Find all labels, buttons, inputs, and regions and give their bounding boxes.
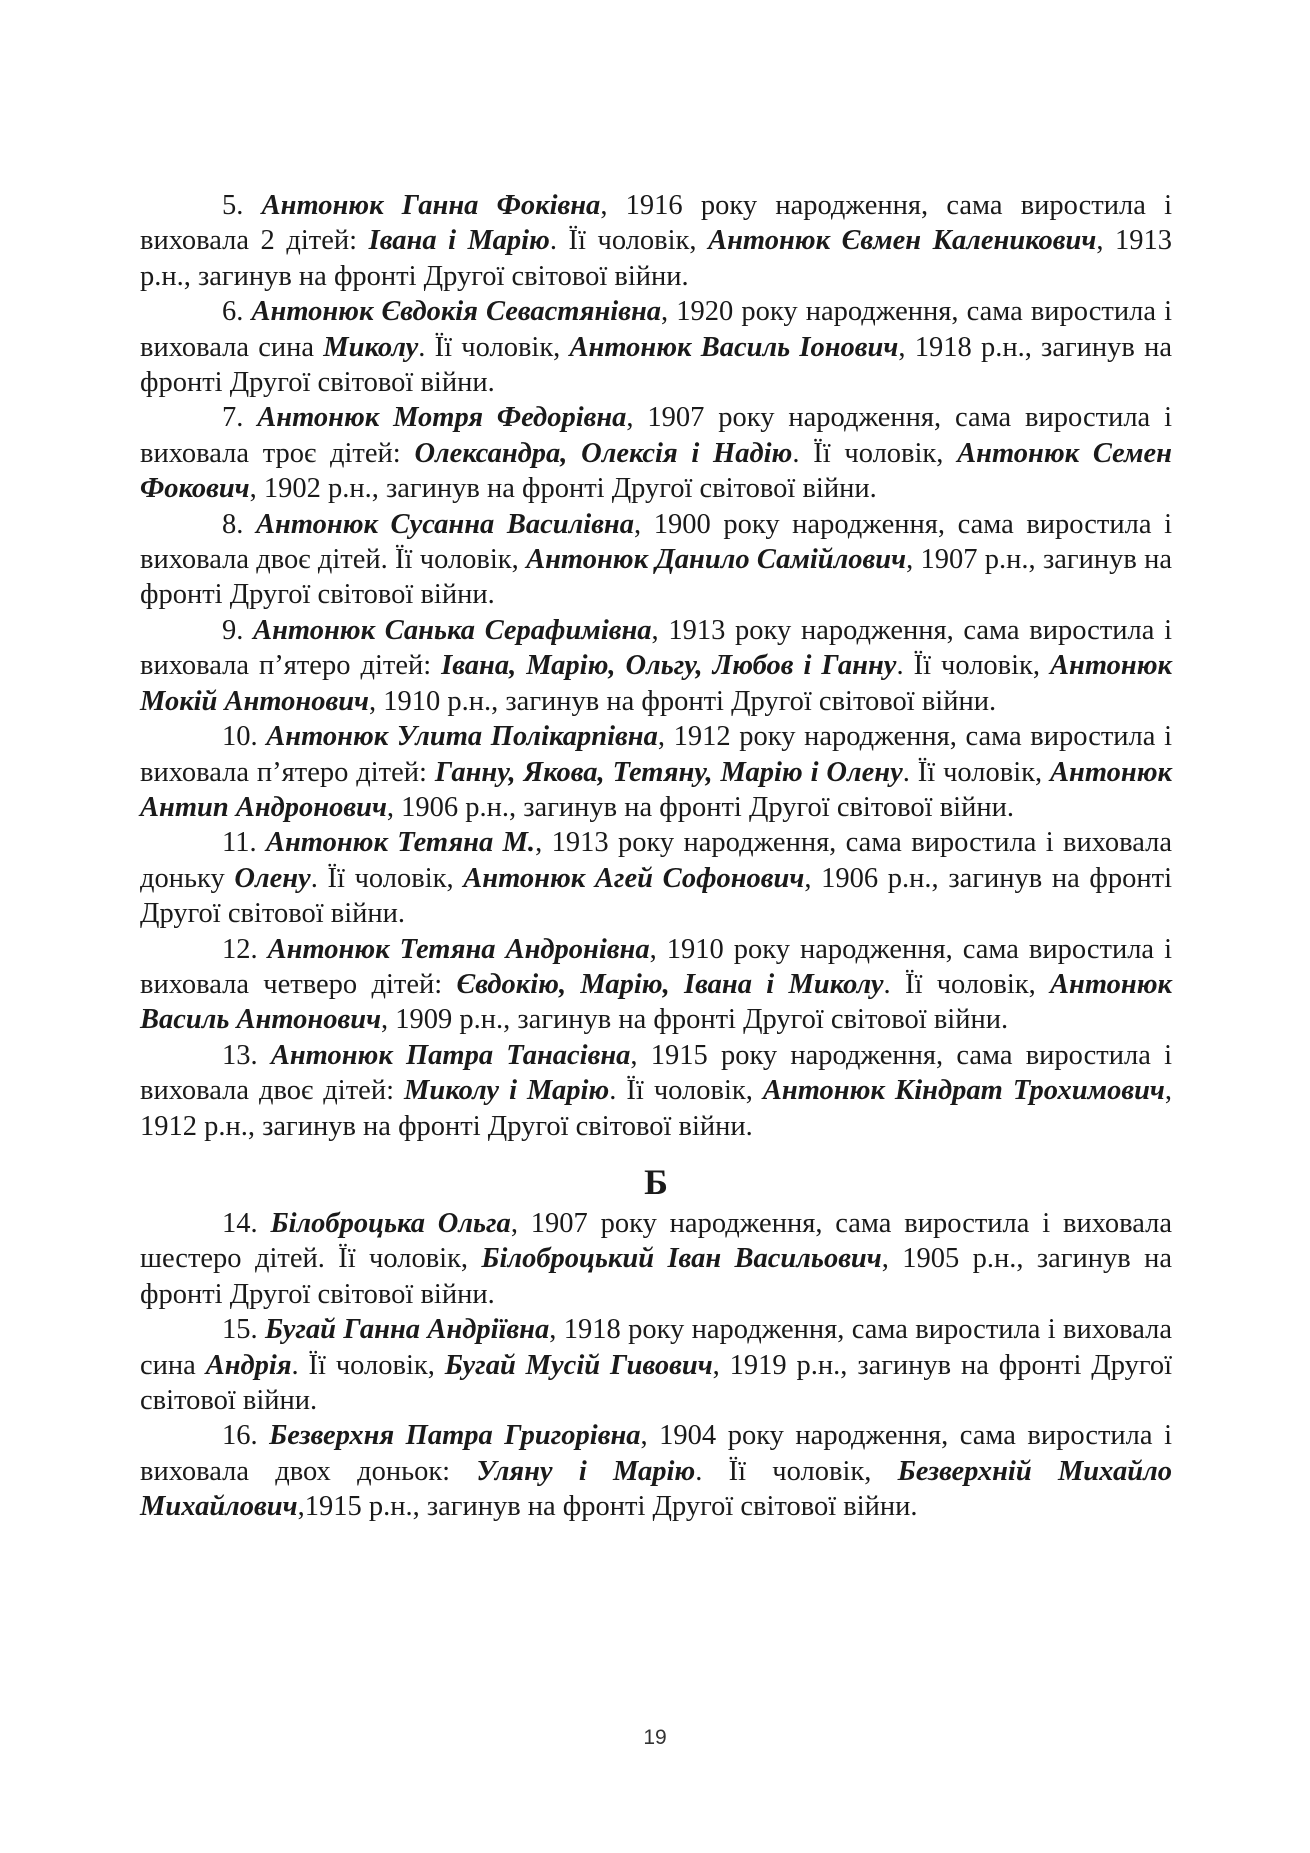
entry-text: , 1919 р.н., загинув на фронті Другої світової війни. xyxy=(140,1349,1173,1416)
entry-number: 5. xyxy=(222,190,262,221)
entry-text: , 1920 року народження, сама виростила і виховала сина xyxy=(140,296,1172,363)
entry xyxy=(140,294,1172,400)
children-names: Євдокію, Марію, Івана і Миколу xyxy=(456,968,884,1000)
husband-name: Антонюк Кіндрат Трохимович xyxy=(762,1075,1165,1107)
section-heading: Б xyxy=(644,1161,668,1202)
children-names: Андрія xyxy=(205,1349,292,1381)
entry-text: . Її чоловік, xyxy=(902,756,1051,788)
widow-name: Антонюк Патра Танасівна xyxy=(270,1039,631,1071)
entry-text: , 1910 року народження, сама виростила і виховала четверо дітей: xyxy=(140,933,1173,1000)
entry-text: . Її чоловік, xyxy=(896,650,1051,682)
entry-text: , 1907 р.н., загинув на фронті Другої світової війни. xyxy=(140,544,1172,611)
children-names: Олену xyxy=(234,862,311,894)
entry-number: 16. xyxy=(222,1420,270,1452)
children-names: Уляну і Марію xyxy=(476,1455,696,1487)
husband-name: Антонюк Василь Іонович xyxy=(569,331,899,363)
husband-name: Антонюк Агей Софонович xyxy=(463,862,805,894)
entry xyxy=(140,1312,1172,1418)
husband-name: Антонюк Данило Самійлович xyxy=(526,544,907,576)
entry-text: . Її чоловік, xyxy=(695,1455,898,1487)
entry-text: . Її чоловік, xyxy=(291,1349,445,1381)
entry-text: , 1916 року народження, сама виростила і виховала 2 дітей: xyxy=(140,190,1172,257)
entry xyxy=(140,188,1172,294)
entry-text: ,1915 р.н., загинув на фронті Другої світової війни. xyxy=(297,1491,918,1523)
entry-text: , 1910 р.н., загинув на фронті Другої світової війни. xyxy=(369,685,997,717)
entry-text: , 1902 р.н., загинув на фронті Другої світової війни. xyxy=(249,473,877,505)
children-names: Миколу і Марію xyxy=(404,1075,610,1107)
children-names: Ганну, Якова, Тетяну, Марію і Олену xyxy=(434,756,903,788)
entry-text: , 1913 року народження, сама виростила і виховала доньку xyxy=(140,827,1173,894)
entry xyxy=(140,1418,1172,1524)
entry-text: , 1912 р.н., загинув на фронті Другої світової війни. xyxy=(140,1075,1173,1142)
entry xyxy=(140,1038,1172,1144)
widow-name: Безверхня Патра Григорівна xyxy=(269,1420,641,1452)
entry-text: . Її чоловік, xyxy=(549,225,709,257)
entry-text: , 1909 р.н., загинув на фронті Другої світової війни. xyxy=(381,1004,1009,1036)
children-names: Миколу xyxy=(323,331,419,363)
widow-name: Антонюк Тетяна М. xyxy=(265,827,536,859)
entry-text: , 1905 р.н., загинув на фронті Другої світової війни. xyxy=(140,1243,1172,1310)
entry-text: , 1912 року народження, сама виростила і виховала п’ятеро дітей: xyxy=(140,721,1172,788)
entry-number: 7. xyxy=(222,402,258,434)
entry-text: , 1906 р.н., загинув на фронті Другої світової війни. xyxy=(386,791,1014,823)
entry-number: 6. xyxy=(222,296,252,328)
entry-number: 10. xyxy=(222,721,267,753)
page-number: 19 xyxy=(643,1726,667,1749)
widow-name: Антонюк Улита Полікарпівна xyxy=(266,721,658,753)
entry-number: 8. xyxy=(222,508,256,540)
husband-name: Бугай Мусій Гивович xyxy=(444,1349,713,1381)
widow-name: Антонюк Сусанна Василівна xyxy=(256,508,635,540)
husband-name: Антонюк Василь Антонович xyxy=(140,968,1172,1036)
entry-text: , 1900 року народження, сама виростила і виховала двоє дітей. Її чоловік, xyxy=(140,508,1173,576)
widow-name: Антонюк Ганна Фоківна xyxy=(261,190,601,221)
entry-text: . Її чоловік, xyxy=(310,862,464,894)
husband-name: Антонюк Антип Андронович xyxy=(140,756,1172,823)
entry-text: , 1904 року народження, сама виростила і виховала двох доньок: xyxy=(140,1420,1172,1487)
entry xyxy=(140,1206,1172,1312)
document-page xyxy=(140,188,1172,1525)
widow-name: Антонюк Мотря Федорівна xyxy=(257,402,627,434)
children-names: Івана і Марію xyxy=(368,225,550,257)
widow-name: Антонюк Євдокія Севастянівна xyxy=(251,296,662,328)
husband-name: Білоброцький Іван Васильович xyxy=(481,1243,882,1275)
entry xyxy=(140,825,1172,931)
entry xyxy=(140,507,1172,613)
husband-name: Антонюк Євмен Каленикович xyxy=(708,225,1097,257)
entry-text: . Її чоловік, xyxy=(883,968,1051,1000)
entry-number: 9. xyxy=(222,614,254,646)
entries-section-a xyxy=(140,188,1172,1144)
entry-number: 12. xyxy=(222,933,268,965)
widow-name: Бугай Ганна Андріївна xyxy=(264,1314,550,1346)
entries-section-b xyxy=(140,1206,1172,1525)
entry-text: , 1913 р.н., загинув на фронті Другої світової війни. xyxy=(140,225,1173,292)
entry-text: , 1915 року народження, сама виростила і виховала двоє дітей: xyxy=(140,1039,1172,1107)
entry-number: 14. xyxy=(222,1207,271,1239)
entry-text: , 1918 року народження, сама виростила і виховала сина xyxy=(140,1314,1172,1381)
entry-text: , 1913 року народження, сама виростила і виховала п’ятеро дітей: xyxy=(140,614,1172,682)
entry-text: , 1906 р.н., загинув на фронті Другої світової війни. xyxy=(140,862,1172,930)
children-names: Олександра, Олексія і Надію xyxy=(414,437,793,469)
widow-name: Антонюк Тетяна Андронівна xyxy=(267,933,650,965)
entry xyxy=(140,719,1172,825)
entry xyxy=(140,400,1172,506)
entry-number: 13. xyxy=(222,1039,271,1071)
entry-number: 11. xyxy=(222,827,266,859)
entry-number: 15. xyxy=(222,1314,265,1346)
entry xyxy=(140,932,1172,1038)
husband-name: Антонюк Мокій Антонович xyxy=(140,650,1172,717)
entry-text: . Її чоловік, xyxy=(609,1075,763,1107)
entry xyxy=(140,613,1172,719)
widow-name: Антонюк Санька Серафимівна xyxy=(253,614,652,646)
children-names: Івана, Марію, Ольгу, Любов і Ганну xyxy=(441,650,897,682)
entry-text: . Її чоловік, xyxy=(792,437,958,469)
husband-name: Антонюк Семен Фокович xyxy=(140,437,1172,505)
entry-text: , 1907 року народження, сама виростила і виховала шестеро дітей. Її чоловік, xyxy=(140,1207,1172,1275)
widow-name: Білоброцька Ольга xyxy=(270,1207,511,1239)
entry-text: . Її чоловік, xyxy=(418,331,570,363)
entry-text: , 1907 року народження, сама виростила і виховала троє дітей: xyxy=(140,402,1173,469)
husband-name: Безверхній Михайло Михайлович xyxy=(140,1455,1172,1523)
entry-text: , 1918 р.н., загинув на фронті Другої світової війни. xyxy=(140,331,1173,399)
